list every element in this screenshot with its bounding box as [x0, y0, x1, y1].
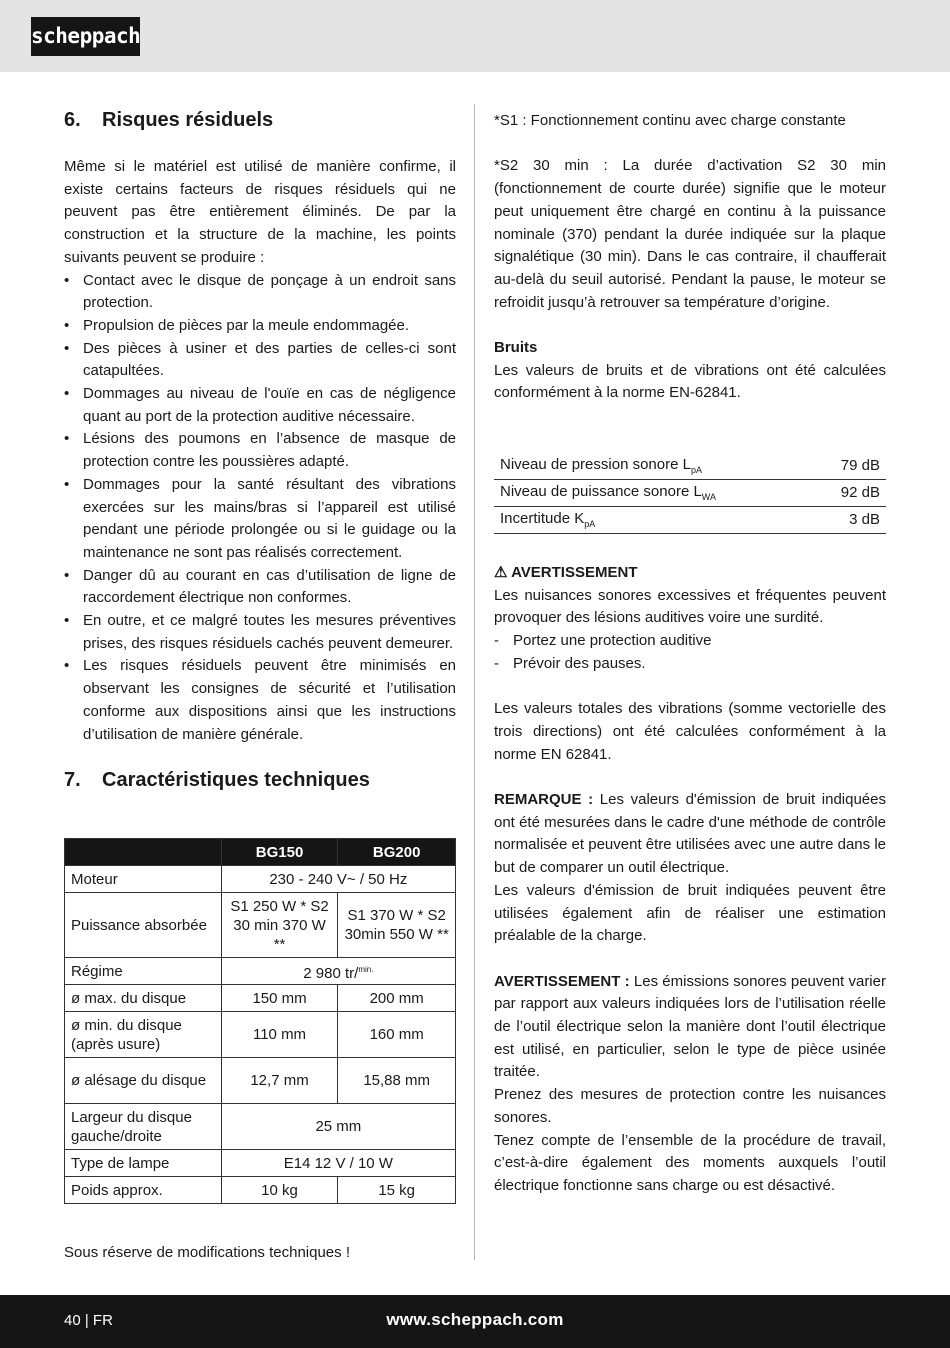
- noise-label: Incertitude $K_{pA}$: [494, 506, 814, 533]
- row-label: Poids approx.: [65, 1177, 222, 1204]
- row-label: ø alésage du disque: [65, 1058, 222, 1104]
- section-number: 6.: [64, 109, 81, 131]
- table-row: [65, 893, 456, 958]
- section-title: Risques résiduels: [102, 109, 274, 131]
- noise-value: 3 dB: [814, 506, 886, 533]
- table-row: [65, 958, 456, 985]
- section-number: 7.: [64, 769, 81, 792]
- right-column: [494, 110, 886, 405]
- residual-risks-list: [64, 270, 456, 747]
- column-header-bg150: BG150: [221, 839, 338, 866]
- page-number: 40 | FR: [64, 1312, 113, 1329]
- table-row: [65, 1150, 456, 1177]
- warning-triangle-icon: ⚠: [494, 564, 508, 581]
- row-value-bg200: S1 370 W * S2 30min 550 W **: [338, 893, 456, 958]
- row-label: Puissance absorbée: [65, 893, 222, 958]
- section-title: Caractéristiques techniques: [102, 769, 370, 792]
- row-value-bg200: 15,88 mm: [338, 1058, 456, 1104]
- row-value-bg150: 150 mm: [221, 985, 338, 1012]
- vibration-text: Les valeurs totales des vibrations (somme vectorielle des trois directions) ont été calculées conformément à la norme EN 62841.: [494, 700, 886, 763]
- row-label: Moteur: [65, 866, 222, 893]
- noise-label: Niveau de pression sonore $L_{pA}$: [494, 452, 814, 479]
- avertissement-paragraph-2: Prenez des mesures de protection contre les nuisances sonores.: [494, 1086, 886, 1126]
- noise-label: Niveau de puissance sonore $L_{WA}$: [494, 479, 814, 506]
- technical-specs-table: [64, 838, 456, 1204]
- row-value: 230 - 240 V~ / 50 Hz: [221, 866, 455, 893]
- list-item: • En outre, et ce malgré toutes les mesures préventives prises, des risques résiduels cachés peuvent demeurer.: [64, 612, 456, 652]
- list-item: • Les risques résiduels peuvent être minimisés en observant les consignes de sécurité et l’utilisation conforme aux dispositions ainsi que les instructions d’utilisation de manière générale.: [64, 657, 456, 743]
- list-item: • Dommages pour la santé résultant des vibrations exercées sur les mains/bras si l’appareil est utilisé pendant une période prolongée ou si le guidage ou la maintenance ne sont pas réalisés correctement.: [64, 475, 456, 561]
- residual-risks-intro: Même si le matériel est utilisé de manière confirme, il existe certains facteurs de risques résiduels qui ne peuvent pas être entièrement éliminés. De par la construction et la structure de la machine, les points suivants peuvent se produire :: [64, 158, 456, 266]
- warning-text: Les nuisances sonores excessives et fréquentes peuvent provoquer des lésions auditives voire une surdité.: [494, 586, 886, 627]
- right-column-lower: [494, 562, 886, 1198]
- table-row: [65, 1012, 456, 1058]
- list-item: • Lésions des poumons en l’absence de masque de protection contre les poussières adapté.: [64, 430, 456, 471]
- list-item: • Dommages au niveau de l'ouïe en cas de négligence quant au port de la protection auditive nécessaire.: [64, 385, 456, 425]
- row-label: ø max. du disque: [65, 985, 222, 1012]
- section-7-heading: [64, 766, 456, 794]
- column-header-bg200: BG200: [338, 839, 456, 866]
- row-value-bg200: 200 mm: [338, 985, 456, 1012]
- table-row: [494, 479, 886, 506]
- header-bar: [0, 0, 950, 72]
- row-value-bg150: 10 kg: [221, 1177, 338, 1204]
- row-value-bg200: 15 kg: [338, 1177, 456, 1204]
- section-6-heading: [64, 106, 456, 134]
- row-value: 25 mm: [221, 1104, 455, 1150]
- left-column: [64, 106, 456, 794]
- avertissement-paragraph-3: Tenez compte de l’ensemble de la procédure de travail, c’est-à-dire également des moments auxquels l’outil électrique fonctionne sans charge ou est désactivé.: [494, 1131, 886, 1194]
- table-row: [65, 866, 456, 893]
- table-header-row: [65, 839, 456, 866]
- table-header-empty: [65, 839, 222, 866]
- row-value: E14 12 V / 10 W: [221, 1150, 455, 1177]
- technical-changes-note: Sous réserve de modifications techniques !: [64, 1244, 350, 1261]
- table-row: [494, 452, 886, 479]
- bruits-text: Les valeurs de bruits et de vibrations ont été calculées conformément à la norme EN-62841.: [494, 361, 886, 402]
- row-label: Type de lampe: [65, 1150, 222, 1177]
- column-divider: [474, 104, 475, 1260]
- remarque-paragraph: REMARQUE : Les valeurs d'émission de bruit indiquées ont été mesurées dans le cadre d'une méthode de contrôle normalisée et peuvent être utilisées avec une autre dans le but de comparer un outil électrique.: [494, 791, 886, 877]
- scheppach-logo: scheppach: [31, 17, 140, 56]
- row-value-bg150: 110 mm: [221, 1012, 338, 1058]
- list-item: • Des pièces à usiner et des parties de celles-ci sont catapultées.: [64, 339, 456, 380]
- row-label: Régime: [65, 958, 222, 985]
- table-row: [65, 985, 456, 1012]
- s2-note: *S2 30 min : La durée d’activation S2 30 min (fonctionnement de courte durée) signifie que le moteur peut uniquement être chargé en continu à la puissance nominale (370) pendant la durée indiquée sur la plaque signalétique (30 min). Dans le cas contraire, il chaufferait au-delà du seuil autorisé. Pendant la pause, le moteur se refroidit jusqu’à retrouver sa température d’origine.: [494, 157, 886, 311]
- row-value-bg150: S1 250 W * S2 30 min 370 W **: [221, 893, 338, 958]
- row-label: ø min. du disque (après usure): [65, 1012, 222, 1058]
- list-item: • Danger dû au courant en cas d’utilisation de ligne de raccordement électrique non conformes.: [64, 566, 456, 607]
- list-item: • Propulsion de pièces par la meule endommagée.: [64, 316, 410, 334]
- row-value: 2 980 tr/$^{min.}$: [221, 958, 455, 985]
- list-item: - Portez une protection auditive: [494, 632, 712, 650]
- noise-value: 79 dB: [814, 452, 886, 479]
- footer-bar: [0, 1295, 950, 1348]
- avertissement-paragraph: AVERTISSEMENT : Les émissions sonores peuvent varier par rapport aux valeurs indiquées lors de l’utilisation réelle de l’outil électrique selon la manière dont l’outil électrique est utilisé, en particulier, selon le type de pièce usinée traitée.: [494, 972, 886, 1081]
- row-label: Largeur du disque gauche/droite: [65, 1104, 222, 1150]
- table-row: [65, 1177, 456, 1204]
- website-url: www.scheppach.com: [386, 1310, 564, 1329]
- warning-list: [494, 630, 886, 675]
- table-row: [494, 506, 886, 533]
- remarque-paragraph-2: Les valeurs d'émission de bruit indiquées peuvent être utilisées également afin de réaliser une estimation préalable de la charge.: [494, 881, 886, 945]
- list-item: - Prévoir des pauses.: [494, 654, 646, 672]
- s1-note: *S1 : Fonctionnement continu avec charge constante: [494, 112, 846, 129]
- warning-heading: ⚠ AVERTISSEMENT: [494, 564, 638, 581]
- list-item: • Contact avec le disque de ponçage à un endroit sans protection.: [64, 271, 456, 312]
- noise-value: 92 dB: [814, 479, 886, 506]
- bruits-heading: Bruits: [494, 339, 538, 356]
- table-row: [65, 1104, 456, 1150]
- row-value-bg150: 12,7 mm: [221, 1058, 338, 1104]
- noise-values-table: [494, 452, 886, 534]
- table-row: [65, 1058, 456, 1104]
- row-value-bg200: 160 mm: [338, 1012, 456, 1058]
